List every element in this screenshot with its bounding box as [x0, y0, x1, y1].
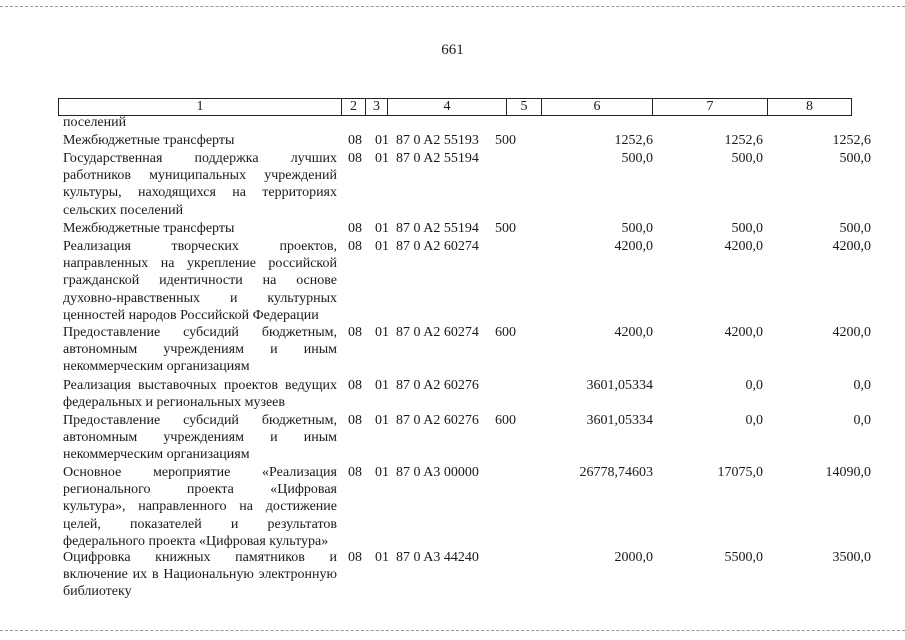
- section-code: 08: [348, 465, 362, 480]
- amount-col-7: 500,0: [731, 151, 763, 166]
- amount-col-6: 500,0: [621, 221, 653, 236]
- target-article: 87 0 A3 44240: [396, 550, 479, 565]
- amount-col-6: 3601,05334: [586, 378, 653, 393]
- amount-col-7: 17075,0: [717, 465, 763, 480]
- subsection-code: 01: [375, 550, 389, 565]
- amount-col-6: 4200,0: [614, 325, 653, 340]
- header-col-3: 3: [366, 99, 388, 115]
- header-col-6: 6: [542, 99, 653, 115]
- subsection-code: 01: [375, 239, 389, 254]
- page-bottom-edge: [0, 630, 905, 631]
- amount-col-7: 500,0: [731, 221, 763, 236]
- row-name: поселений: [63, 115, 127, 130]
- target-article: 87 0 A2 60274: [396, 239, 479, 254]
- subsection-code: 01: [375, 133, 389, 148]
- page-number: 661: [441, 42, 464, 58]
- row-name: Межбюджетные трансферты: [63, 221, 235, 236]
- amount-col-7: 0,0: [745, 413, 763, 428]
- section-code: 08: [348, 325, 362, 340]
- amount-col-8: 1252,6: [832, 133, 871, 148]
- row-name: Государственная поддержка лучших работников муниципальных учреждений культуры, находящихся на территориях сельских поселений: [63, 151, 337, 218]
- header-col-4: 4: [388, 99, 507, 115]
- section-code: 08: [348, 550, 362, 565]
- subsection-code: 01: [375, 465, 389, 480]
- row-name: Предоставление субсидий бюджетным, автономным учреждениям и иным некоммерческим организациям: [63, 413, 337, 463]
- section-code: 08: [348, 133, 362, 148]
- target-article: 87 0 A3 00000: [396, 465, 479, 480]
- header-col-2: 2: [342, 99, 366, 115]
- amount-col-6: 26778,74603: [579, 465, 653, 480]
- target-article: 87 0 A2 55193: [396, 133, 479, 148]
- expense-type: 600: [495, 413, 516, 428]
- header-col-8: 8: [806, 99, 813, 114]
- amount-col-7: 4200,0: [724, 239, 763, 254]
- amount-col-7: 4200,0: [724, 325, 763, 340]
- amount-col-6: 4200,0: [614, 239, 653, 254]
- expense-type: 500: [495, 221, 516, 236]
- amount-col-6: 2000,0: [614, 550, 653, 565]
- row-name: Реализация выставочных проектов ведущих федеральных и региональных музеев: [63, 378, 337, 411]
- row-name: Предоставление субсидий бюджетным, автономным учреждениям и иным некоммерческим организациям: [63, 325, 337, 375]
- subsection-code: 01: [375, 151, 389, 166]
- amount-col-8: 3500,0: [832, 550, 871, 565]
- amount-col-6: 1252,6: [614, 133, 653, 148]
- target-article: 87 0 A2 60276: [396, 378, 479, 393]
- target-article: 87 0 A2 60274: [396, 325, 479, 340]
- amount-col-8: 4200,0: [832, 239, 871, 254]
- target-article: 87 0 A2 55194: [396, 151, 479, 166]
- amount-col-6: 3601,05334: [586, 413, 653, 428]
- page-top-edge: [0, 6, 905, 7]
- row-name: Реализация творческих проектов, направленных на укрепление российской гражданской идентичности на основе духовно-нравственных и культурных ценностей народов Российской Федерации: [63, 239, 337, 323]
- section-code: 08: [348, 151, 362, 166]
- amount-col-7: 5500,0: [724, 550, 763, 565]
- subsection-code: 01: [375, 378, 389, 393]
- amount-col-7: 0,0: [745, 378, 763, 393]
- section-code: 08: [348, 413, 362, 428]
- amount-col-8: 0,0: [853, 413, 871, 428]
- header-col-7: 7: [653, 99, 768, 115]
- row-name: Межбюджетные трансферты: [63, 133, 235, 148]
- amount-col-8: 500,0: [839, 151, 871, 166]
- row-name: Оцифровка книжных памятников и включение их в Национальную электронную библиотеку: [63, 550, 337, 600]
- amount-col-7: 1252,6: [724, 133, 763, 148]
- amount-col-6: 500,0: [621, 151, 653, 166]
- subsection-code: 01: [375, 221, 389, 236]
- amount-col-8: 0,0: [853, 378, 871, 393]
- target-article: 87 0 A2 55194: [396, 221, 479, 236]
- header-col-1: 1: [59, 99, 342, 115]
- target-article: 87 0 A2 60276: [396, 413, 479, 428]
- row-name: Основное мероприятие «Реализация регионального проекта «Цифровая культура», направленного на достижение целей, показателей и результатов федерального проекта «Цифровая культура»: [63, 465, 337, 549]
- subsection-code: 01: [375, 413, 389, 428]
- subsection-code: 01: [375, 325, 389, 340]
- expense-type: 600: [495, 325, 516, 340]
- amount-col-8: 14090,0: [825, 465, 871, 480]
- expense-type: 500: [495, 133, 516, 148]
- amount-col-8: 4200,0: [832, 325, 871, 340]
- header-col-5: 5: [507, 99, 542, 115]
- section-code: 08: [348, 221, 362, 236]
- section-code: 08: [348, 378, 362, 393]
- amount-col-8: 500,0: [839, 221, 871, 236]
- section-code: 08: [348, 239, 362, 254]
